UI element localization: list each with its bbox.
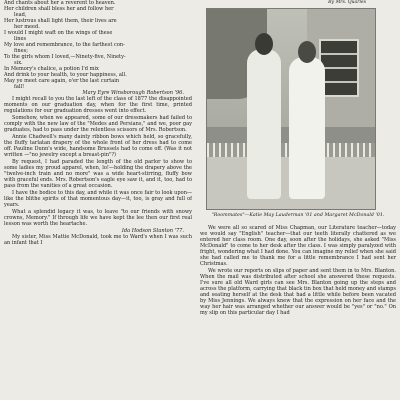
- poem-line: fines;: [14, 48, 28, 54]
- left-column: [4, 0, 192, 400]
- poem-line: Her children shall bless her and follow her: [4, 6, 114, 12]
- person-figure: [247, 49, 281, 199]
- paragraph: Annie Chadwell's many dainty ribbon bows which held, so gracefully, the fluffy tarlatan drapery of the whole front of her dress had to come off. Pauline Dunn's wide, handsome Brussels had to come off. (Was it not written —"no jewelry except a breast-pin"?): [4, 134, 192, 158]
- paragraph: What a splendid legacy it was, to leave "to our friends with snowy crowns, Memory." If through life we have kept the lee then our first real lesson was worth the heartache.: [4, 209, 192, 227]
- poem-line: her meed.: [14, 24, 40, 30]
- poem-line: Her lustrous shall light them, their lives are: [4, 18, 117, 24]
- poem-line: In Memory's chalice, a potion I'd mix: [4, 66, 99, 72]
- poem-signature: Mary Eyre Winsborough Robertson '96.: [82, 90, 184, 96]
- photo-caption: "Roommates"—Katie May Lauderman '01 and Margaret McDonald '01.: [211, 213, 385, 218]
- article-signature: Ida Hodson Stanton '77.: [121, 228, 184, 234]
- paragraph: By request, I had paraded the length of the old parlor to show to some ladies my proud apparel, when, lo!—holding the drapery above the "twelve-inch train and no more" was a wide heart-stirring, fluffy bow with graceful ends. Mrs. Robertson's eagle eye saw it, and it, too, had to pass from the vanities of a great occasion.: [4, 159, 192, 189]
- poem-line: May ye meet care again, o'er the last curtain: [4, 78, 120, 84]
- byline: By Mrs. Quarles: [328, 0, 366, 5]
- right-column: [200, 0, 396, 400]
- head-shape: [255, 33, 273, 55]
- paragraph: I have the bodice to this day, and while it was once fair to look upon—like the blithe spirits of that momentous day—it, too, is gray and full of years.: [4, 190, 192, 208]
- poem-line: six.: [14, 60, 23, 66]
- paragraph: Somehow, when we appeared, some of our dressmakers had failed to comply with the new law of the "Medes and Persians," and we, poor gay graduates, had to pass under the relentless scissors of Mrs. Robertson.: [4, 115, 192, 133]
- paragraph: We were all so scared of Miss Chapman, our Literature teacher—today we would say "English" teacher—that our teeth literally chattered as we entered her class room. One day, soon after the holidays, she asked "Miss McDonald" to come to her desk after the class. I was simply paralyzed with fright, wondering what I had done. You can imagine my relief when she said she had called me to thank me for a little remembrance I had sent her Christmas.: [200, 224, 396, 267]
- poem-line: lead,: [14, 12, 27, 18]
- poem-line: fall!: [14, 84, 25, 90]
- head-shape: [298, 41, 316, 63]
- poem-line: And chants about her a reverent to heaven.: [4, 0, 116, 6]
- poem-line: My love and remembrance, to the farthest con-: [4, 42, 125, 48]
- poem-line: lines: [14, 36, 27, 42]
- poem-line: To the girls whom I loved,—Ninety-five, Ninety-: [4, 54, 126, 60]
- paragraph: My sister, Miss Mattie McDonald, took me to Ward's when I was such an infant that I: [4, 234, 192, 246]
- paragraph: I might recall to you the last left of the class of 1877 the disappointed moments on our graduation day, when for the first time, printed regulations for our graduation dresses went into effect.: [4, 96, 192, 114]
- poem-line: I would I might waft on the wings of these: [4, 30, 113, 36]
- poem: [4, 0, 192, 90]
- person-figure: [289, 57, 325, 199]
- paragraph: We wrote our reports on slips of paper and sent them in to Mrs. Blanton. When the mail was distributed after school she answered these requests. I've sure all old Ward girls can see Mrs. Blanton going up the steps and across the platform, carrying that black tin box that held money and stamps and seating herself at the desk that had a little while before been vacated by Miss Jennings. We always knew that the expression on her face and the way her hair was arranged whether our answer would be "yes" or "no." On my slip on this particular day I had: [200, 267, 396, 316]
- photograph-image: [206, 8, 376, 210]
- poem-line: And drink to your health, to your happiness, all.: [4, 72, 127, 78]
- window-shape: [319, 39, 359, 97]
